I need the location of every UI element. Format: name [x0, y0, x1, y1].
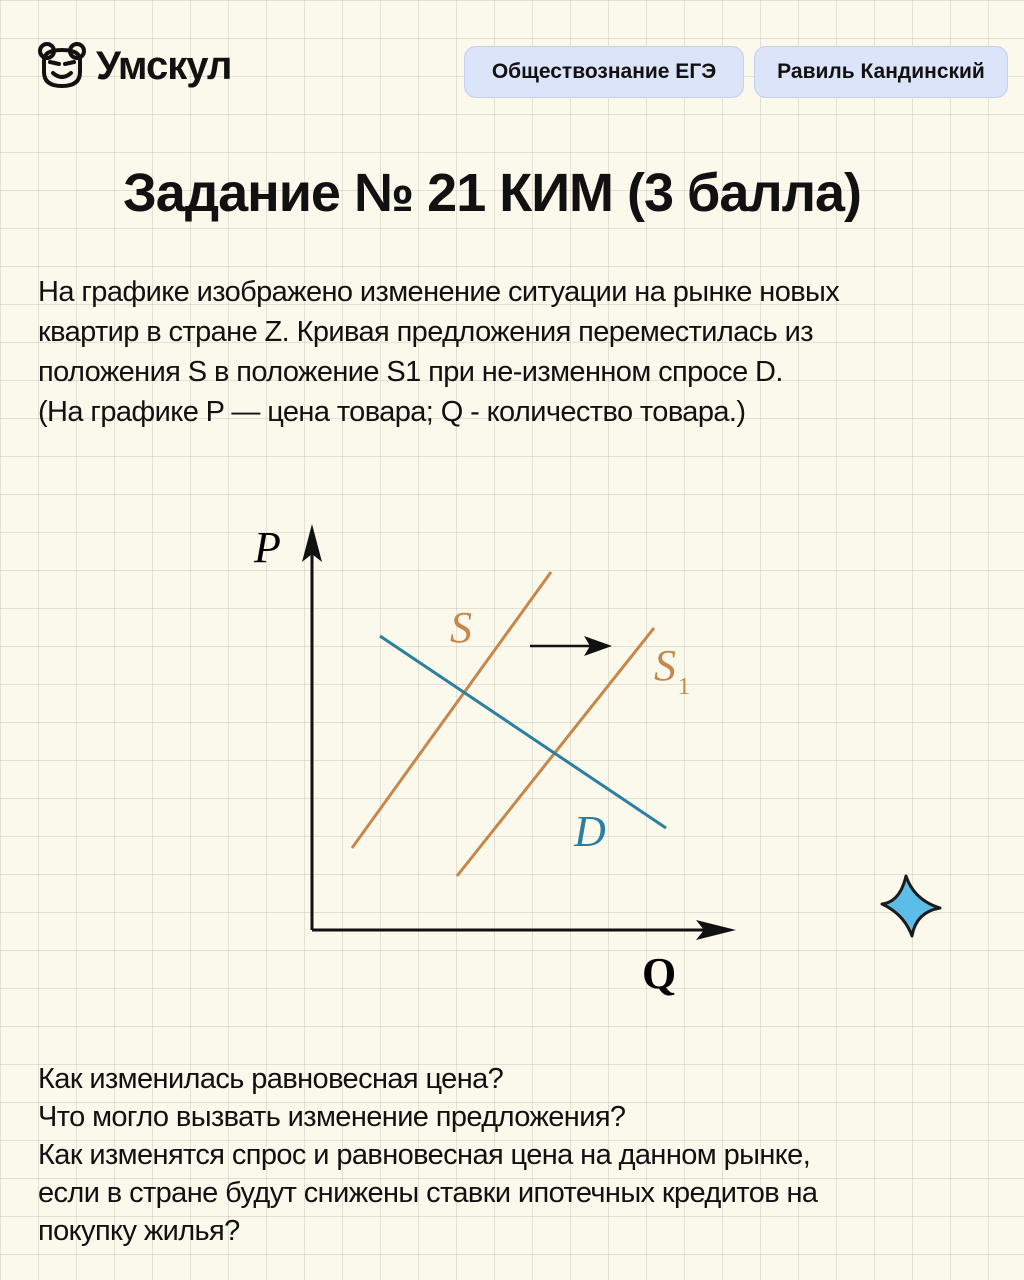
brand-logo — [36, 38, 231, 94]
label-s1: $S_1$ — [654, 641, 690, 700]
sparkle-star-icon — [876, 870, 946, 942]
question-line: Как изменилась равновесная цена? — [38, 1063, 504, 1095]
description-line: положения S в положение S1 при не-изменном спросе D. — [38, 356, 783, 388]
brand-name: Умскул — [96, 43, 232, 88]
question-line: если в стране будут снижены ставки ипотечных кредитов на — [38, 1177, 818, 1209]
x-axis-label: Q — [642, 949, 677, 998]
y-axis-label: P — [254, 523, 281, 572]
supply-line-s1 — [457, 628, 654, 876]
question-line: Как изменятся спрос и равновесная цена на данном рынке, — [38, 1139, 811, 1171]
subject-tag: Обществознание ЕГЭ — [464, 46, 744, 98]
supply-demand-chart — [240, 510, 760, 1010]
question-line: покупку жилья? — [38, 1215, 240, 1247]
bear-logo-icon — [36, 40, 88, 92]
task-description — [38, 272, 998, 432]
description-line: На графике изображено изменение ситуации на рынке новых — [38, 276, 840, 308]
label-s: S — [450, 603, 472, 652]
label-d: D — [574, 807, 606, 856]
description-line: квартир в стране Z. Кривая предложения переместилась из — [38, 316, 813, 348]
author-tag: Равиль Кандинский — [754, 46, 1008, 98]
question-line: Что могло вызвать изменение предложения? — [38, 1101, 626, 1133]
description-line: (На графике P — цена товара; Q - количество товара.) — [38, 396, 746, 428]
task-title: Задание № 21 КИМ (3 балла) — [122, 163, 862, 223]
task-questions — [38, 1060, 998, 1250]
